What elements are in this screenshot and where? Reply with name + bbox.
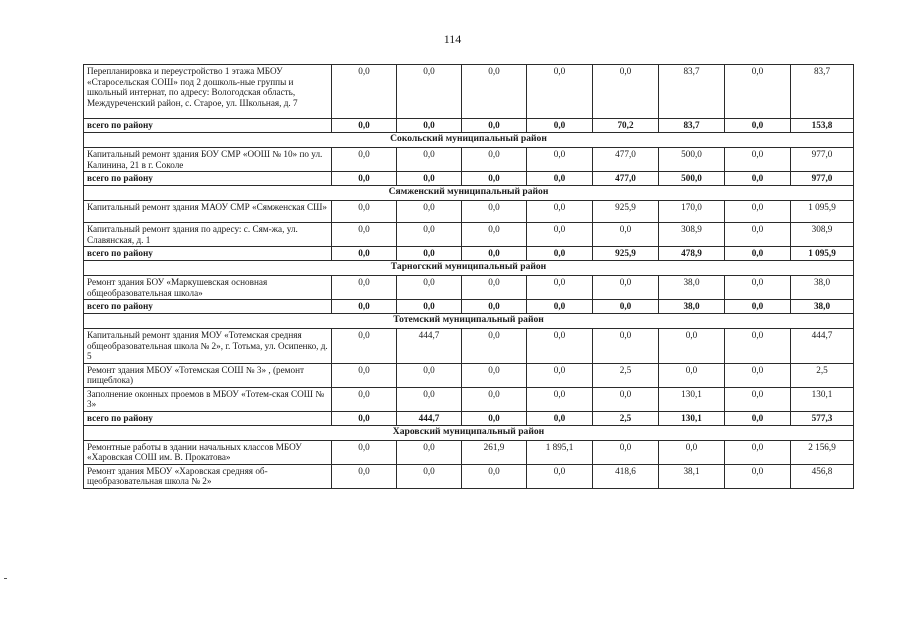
value-cell: 0,0 bbox=[725, 172, 791, 186]
value-cell: 500,0 bbox=[659, 148, 725, 172]
value-cell: 70,2 bbox=[593, 119, 659, 133]
value-cell: 0,0 bbox=[397, 387, 462, 411]
district-total-row bbox=[84, 247, 854, 261]
value-cell: 0,0 bbox=[462, 247, 527, 261]
item-name: Капитальный ремонт здания МАОУ СМР «Сямженская СШ» bbox=[84, 201, 332, 223]
value-cell: 38,0 bbox=[791, 300, 854, 314]
value-cell: 925,9 bbox=[593, 247, 659, 261]
value-cell: 500,0 bbox=[659, 172, 725, 186]
value-cell: 0,0 bbox=[397, 276, 462, 300]
table-row bbox=[84, 276, 854, 300]
value-cell: 0,0 bbox=[527, 148, 593, 172]
value-cell: 0,0 bbox=[593, 65, 659, 119]
value-cell: 0,0 bbox=[397, 201, 462, 223]
value-cell: 977,0 bbox=[791, 172, 854, 186]
value-cell: 0,0 bbox=[462, 119, 527, 133]
district-total-row bbox=[84, 411, 854, 425]
value-cell: 0,0 bbox=[462, 411, 527, 425]
value-cell: 0,0 bbox=[593, 223, 659, 247]
value-cell: 0,0 bbox=[527, 329, 593, 364]
value-cell: 308,9 bbox=[659, 223, 725, 247]
value-cell: 444,7 bbox=[791, 329, 854, 364]
section-header-row bbox=[84, 133, 854, 148]
value-cell: 0,0 bbox=[332, 148, 397, 172]
section-title: Харовский муниципальный район bbox=[84, 425, 854, 440]
value-cell: 1 895,1 bbox=[527, 440, 593, 464]
value-cell: 0,0 bbox=[725, 300, 791, 314]
value-cell: 0,0 bbox=[462, 148, 527, 172]
district-total-row bbox=[84, 300, 854, 314]
value-cell: 38,1 bbox=[659, 464, 725, 488]
table-row bbox=[84, 148, 854, 172]
total-label: всего по району bbox=[84, 411, 332, 425]
value-cell: 0,0 bbox=[332, 363, 397, 387]
item-name: Капитальный ремонт здания по адресу: с. Сям-жа, ул. Славянская, д. 1 bbox=[84, 223, 332, 247]
value-cell: 925,9 bbox=[593, 201, 659, 223]
total-label: всего по району bbox=[84, 247, 332, 261]
section-header-row bbox=[84, 425, 854, 440]
value-cell: 977,0 bbox=[791, 148, 854, 172]
table-row bbox=[84, 440, 854, 464]
value-cell: 0,0 bbox=[725, 223, 791, 247]
value-cell: 130,1 bbox=[659, 411, 725, 425]
item-name: Перепланировка и переустройство 1 этажа МБОУ «Старосельская СОШ» под 2 дошколь-ные группы и школьный интернат, по адресу: Вологодская область, Междуреченский район, с. Старое, ул. Школьная, д. 7 bbox=[84, 65, 332, 119]
value-cell: 0,0 bbox=[462, 201, 527, 223]
total-label: всего по району bbox=[84, 119, 332, 133]
table-row bbox=[84, 464, 854, 488]
value-cell: 0,0 bbox=[725, 65, 791, 119]
value-cell: 0,0 bbox=[397, 363, 462, 387]
item-name: Ремонт здания МБОУ «Харовская средняя об-щеобразовательная школа № 2» bbox=[84, 464, 332, 488]
value-cell: 0,0 bbox=[659, 329, 725, 364]
value-cell: 308,9 bbox=[791, 223, 854, 247]
total-label: всего по району bbox=[84, 172, 332, 186]
value-cell: 2,5 bbox=[593, 411, 659, 425]
value-cell: 0,0 bbox=[332, 411, 397, 425]
value-cell: 0,0 bbox=[462, 387, 527, 411]
value-cell: 0,0 bbox=[527, 201, 593, 223]
value-cell: 153,8 bbox=[791, 119, 854, 133]
value-cell: 444,7 bbox=[397, 411, 462, 425]
value-cell: 0,0 bbox=[462, 329, 527, 364]
value-cell: 2,5 bbox=[593, 363, 659, 387]
value-cell: 83,7 bbox=[791, 65, 854, 119]
district-total-row bbox=[84, 119, 854, 133]
value-cell: 0,0 bbox=[332, 247, 397, 261]
value-cell: 0,0 bbox=[397, 223, 462, 247]
value-cell: 0,0 bbox=[527, 411, 593, 425]
page-number: 114 bbox=[443, 32, 462, 46]
value-cell: 0,0 bbox=[527, 300, 593, 314]
section-title: Тотемский муниципальный район bbox=[84, 314, 854, 329]
value-cell: 0,0 bbox=[462, 172, 527, 186]
table-row bbox=[84, 363, 854, 387]
value-cell: 0,0 bbox=[332, 464, 397, 488]
value-cell: 0,0 bbox=[332, 329, 397, 364]
value-cell: 130,1 bbox=[659, 387, 725, 411]
value-cell: 0,0 bbox=[527, 65, 593, 119]
value-cell: 0,0 bbox=[659, 363, 725, 387]
value-cell: 0,0 bbox=[725, 247, 791, 261]
value-cell: 2 156,9 bbox=[791, 440, 854, 464]
value-cell: 477,0 bbox=[593, 172, 659, 186]
value-cell: 0,0 bbox=[725, 363, 791, 387]
total-label: всего по району bbox=[84, 300, 332, 314]
value-cell: 0,0 bbox=[332, 65, 397, 119]
table-row bbox=[84, 201, 854, 223]
value-cell: 0,0 bbox=[593, 329, 659, 364]
value-cell: 0,0 bbox=[332, 119, 397, 133]
value-cell: 0,0 bbox=[332, 440, 397, 464]
value-cell: 0,0 bbox=[462, 464, 527, 488]
value-cell: 456,8 bbox=[791, 464, 854, 488]
value-cell: 0,0 bbox=[527, 223, 593, 247]
value-cell: 0,0 bbox=[725, 201, 791, 223]
item-name: Заполнение оконных проемов в МБОУ «Тотем-ская СОШ № 3» bbox=[84, 387, 332, 411]
section-header-row bbox=[84, 314, 854, 329]
value-cell: 0,0 bbox=[397, 172, 462, 186]
value-cell: 38,0 bbox=[659, 276, 725, 300]
value-cell: 0,0 bbox=[593, 440, 659, 464]
value-cell: 0,0 bbox=[725, 148, 791, 172]
value-cell: 418,6 bbox=[593, 464, 659, 488]
value-cell: 0,0 bbox=[397, 119, 462, 133]
district-total-row bbox=[84, 172, 854, 186]
value-cell: 0,0 bbox=[593, 300, 659, 314]
value-cell: 0,0 bbox=[593, 387, 659, 411]
value-cell: 0,0 bbox=[462, 363, 527, 387]
value-cell: 0,0 bbox=[659, 440, 725, 464]
table-body bbox=[84, 65, 854, 489]
value-cell: 478,9 bbox=[659, 247, 725, 261]
value-cell: 444,7 bbox=[397, 329, 462, 364]
value-cell: 0,0 bbox=[527, 464, 593, 488]
value-cell: 0,0 bbox=[593, 276, 659, 300]
value-cell: 0,0 bbox=[332, 300, 397, 314]
value-cell: 0,0 bbox=[725, 440, 791, 464]
table-row bbox=[84, 65, 854, 119]
value-cell: 1 095,9 bbox=[791, 247, 854, 261]
value-cell: 477,0 bbox=[593, 148, 659, 172]
value-cell: 0,0 bbox=[462, 223, 527, 247]
value-cell: 1 095,9 bbox=[791, 201, 854, 223]
value-cell: 0,0 bbox=[397, 440, 462, 464]
value-cell: 0,0 bbox=[332, 276, 397, 300]
table-row bbox=[84, 387, 854, 411]
value-cell: 0,0 bbox=[397, 247, 462, 261]
value-cell: 130,1 bbox=[791, 387, 854, 411]
item-name: Капитальный ремонт здания БОУ СМР «ООШ № 10» по ул. Калинина, 21 в г. Соколе bbox=[84, 148, 332, 172]
value-cell: 577,3 bbox=[791, 411, 854, 425]
section-title: Сокольский муниципальный район bbox=[84, 133, 854, 148]
section-title: Тарногский муниципальный район bbox=[84, 261, 854, 276]
table-row bbox=[84, 223, 854, 247]
value-cell: 0,0 bbox=[397, 148, 462, 172]
item-name: Ремонтные работы в здании начальных классов МБОУ «Харовская СОШ им. В. Прокатова» bbox=[84, 440, 332, 464]
value-cell: 170,0 bbox=[659, 201, 725, 223]
budget-table bbox=[83, 64, 854, 489]
value-cell: 0,0 bbox=[725, 276, 791, 300]
value-cell: 0,0 bbox=[397, 65, 462, 119]
value-cell: 0,0 bbox=[527, 247, 593, 261]
value-cell: 38,0 bbox=[791, 276, 854, 300]
value-cell: 0,0 bbox=[527, 363, 593, 387]
value-cell: 0,0 bbox=[332, 201, 397, 223]
value-cell: 0,0 bbox=[332, 223, 397, 247]
value-cell: 0,0 bbox=[332, 387, 397, 411]
value-cell: 261,9 bbox=[462, 440, 527, 464]
section-header-row bbox=[84, 261, 854, 276]
value-cell: 0,0 bbox=[527, 276, 593, 300]
value-cell: 0,0 bbox=[332, 172, 397, 186]
value-cell: 0,0 bbox=[725, 411, 791, 425]
value-cell: 83,7 bbox=[659, 119, 725, 133]
value-cell: 0,0 bbox=[725, 464, 791, 488]
value-cell: 0,0 bbox=[527, 119, 593, 133]
value-cell: 83,7 bbox=[659, 65, 725, 119]
section-title: Сямженский муниципальный район bbox=[84, 186, 854, 201]
section-header-row bbox=[84, 186, 854, 201]
value-cell: 2,5 bbox=[791, 363, 854, 387]
value-cell: 38,0 bbox=[659, 300, 725, 314]
margin-mark bbox=[4, 578, 7, 579]
item-name: Ремонт здания БОУ «Маркушевская основная общеобразовательная школа» bbox=[84, 276, 332, 300]
value-cell: 0,0 bbox=[462, 276, 527, 300]
value-cell: 0,0 bbox=[527, 172, 593, 186]
value-cell: 0,0 bbox=[527, 387, 593, 411]
item-name: Капитальный ремонт здания МОУ «Тотемская средняя общеобразовательная школа № 2», г. Тотьма, ул. Осипенко, д. 5 bbox=[84, 329, 332, 364]
value-cell: 0,0 bbox=[397, 464, 462, 488]
value-cell: 0,0 bbox=[725, 119, 791, 133]
value-cell: 0,0 bbox=[462, 300, 527, 314]
value-cell: 0,0 bbox=[725, 387, 791, 411]
item-name: Ремонт здания МБОУ «Тотемская СОШ № 3» , (ремонт пищеблока) bbox=[84, 363, 332, 387]
value-cell: 0,0 bbox=[397, 300, 462, 314]
table-row bbox=[84, 329, 854, 364]
value-cell: 0,0 bbox=[725, 329, 791, 364]
value-cell: 0,0 bbox=[462, 65, 527, 119]
